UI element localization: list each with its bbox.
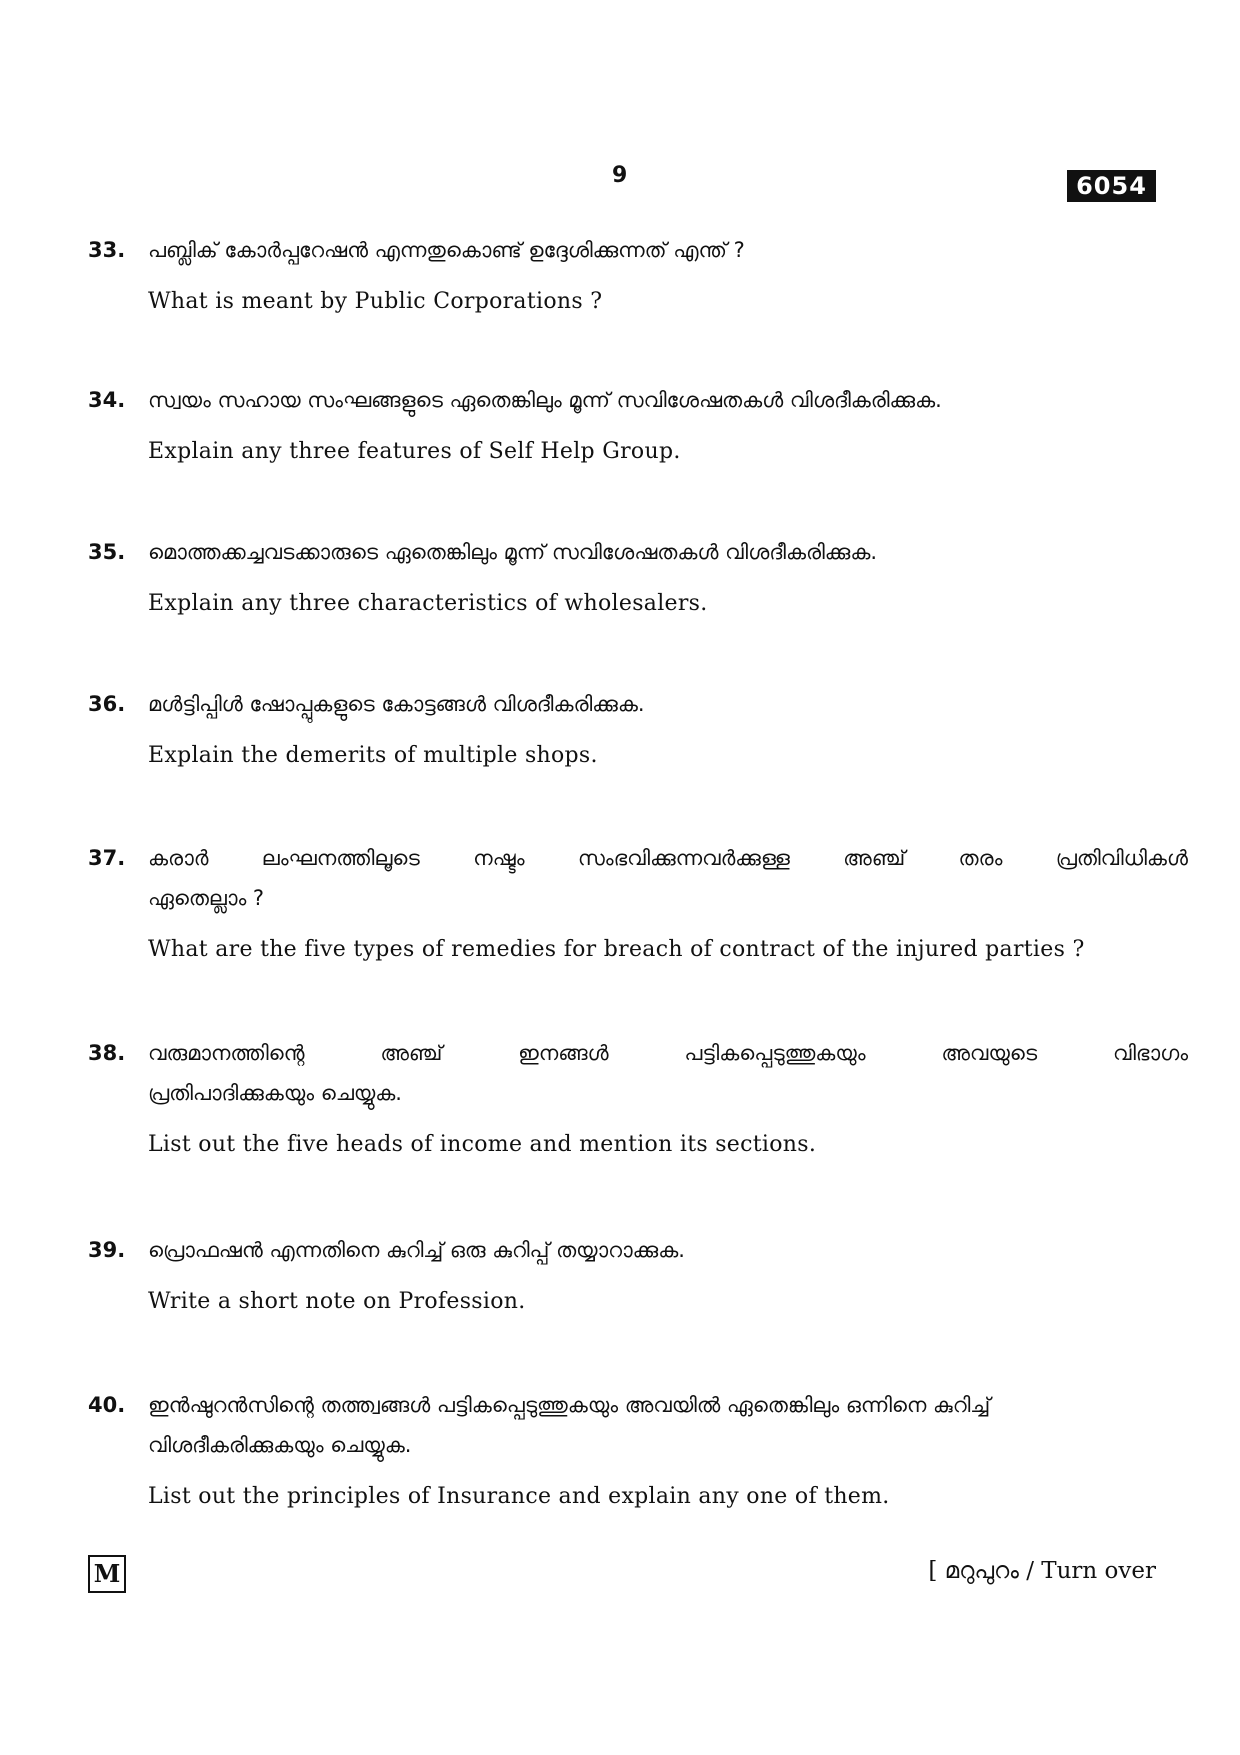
question-number: 40. <box>88 1393 126 1417</box>
question-text-english: Explain any three features of Self Help Group. <box>148 439 681 464</box>
question-text-english: Write a short note on Profession. <box>148 1289 526 1314</box>
question-number: 35. <box>88 540 126 564</box>
question-text-malayalam-line-1: ഇൻഷുറൻസിന്റെ തത്ത്വങ്ങൾ പട്ടികപ്പെടുത്തുകയും അവയിൽ ഏതെങ്കിലും ഒന്നിനെ കുറിച്ച് <box>148 1393 991 1417</box>
question-text-english: What are the five types of remedies for breach of contract of the injured parties ? <box>148 937 1085 962</box>
question-text-english: List out the principles of Insurance and explain any one of them. <box>148 1484 890 1509</box>
question-text-english: What is meant by Public Corporations ? <box>148 289 603 314</box>
question-text-malayalam-line-2: വിശദീകരിക്കുകയും ചെയ്യുക. <box>148 1433 412 1457</box>
question-number: 38. <box>88 1041 126 1065</box>
question-text-malayalam-line-2: ഏതെല്ലാം ? <box>148 886 265 910</box>
question-number: 37. <box>88 846 126 870</box>
question-number: 39. <box>88 1238 126 1262</box>
question-text-malayalam: മൾട്ടിപ്പിൾ ഷോപ്പുകളുടെ കോട്ടങ്ങൾ വിശദീകരിക്കുക. <box>148 692 645 716</box>
question-text-malayalam: മൊത്തക്കച്ചവടക്കാരുടെ ഏതെങ്കിലും മൂന്ന് സവിശേഷതകൾ വിശദീകരിക്കുക. <box>148 540 878 564</box>
question-text-malayalam: പ്രൊഫഷൻ എന്നതിനെ കുറിച്ച് ഒരു കുറിപ്പ് തയ്യാറാക്കുക. <box>148 1238 685 1262</box>
question-text-malayalam-line-2: പ്രതിപാദിക്കുകയും ചെയ്യുക. <box>148 1081 402 1105</box>
question-text-malayalam: പബ്ലിക് കോർപ്പറേഷൻ എന്നതുകൊണ്ട് ഉദ്ദേശിക്കുന്നത് എന്ത് ? <box>148 238 745 262</box>
paper-code-badge: 6054 <box>1067 170 1156 202</box>
page-number: 9 <box>612 163 628 188</box>
series-letter-box: M <box>88 1555 126 1593</box>
question-number: 34. <box>88 388 126 412</box>
question-text-english: Explain any three characteristics of wholesalers. <box>148 591 708 616</box>
question-text-malayalam-line-1: കരാർ ലംഘനത്തിലൂടെ നഷ്ടം സംഭവിക്കുന്നവർക്കുള്ള അഞ്ച് തരം പ്രതിവിധികൾ <box>148 846 1188 870</box>
turn-over-note: [ മറുപുറം / Turn over <box>928 1558 1156 1584</box>
question-number: 33. <box>88 238 126 262</box>
question-text-english: List out the five heads of income and mention its sections. <box>148 1132 817 1157</box>
question-text-malayalam: സ്വയം സഹായ സംഘങ്ങളുടെ ഏതെങ്കിലും മൂന്ന് സവിശേഷതകൾ വിശദീകരിക്കുക. <box>148 388 942 412</box>
question-text-malayalam-line-1: വരുമാനത്തിന്റെ അഞ്ച് ഇനങ്ങൾ പട്ടികപ്പെടുത്തുകയും അവയുടെ വിഭാഗം <box>148 1041 1188 1065</box>
question-number: 36. <box>88 692 126 716</box>
question-text-english: Explain the demerits of multiple shops. <box>148 743 598 768</box>
